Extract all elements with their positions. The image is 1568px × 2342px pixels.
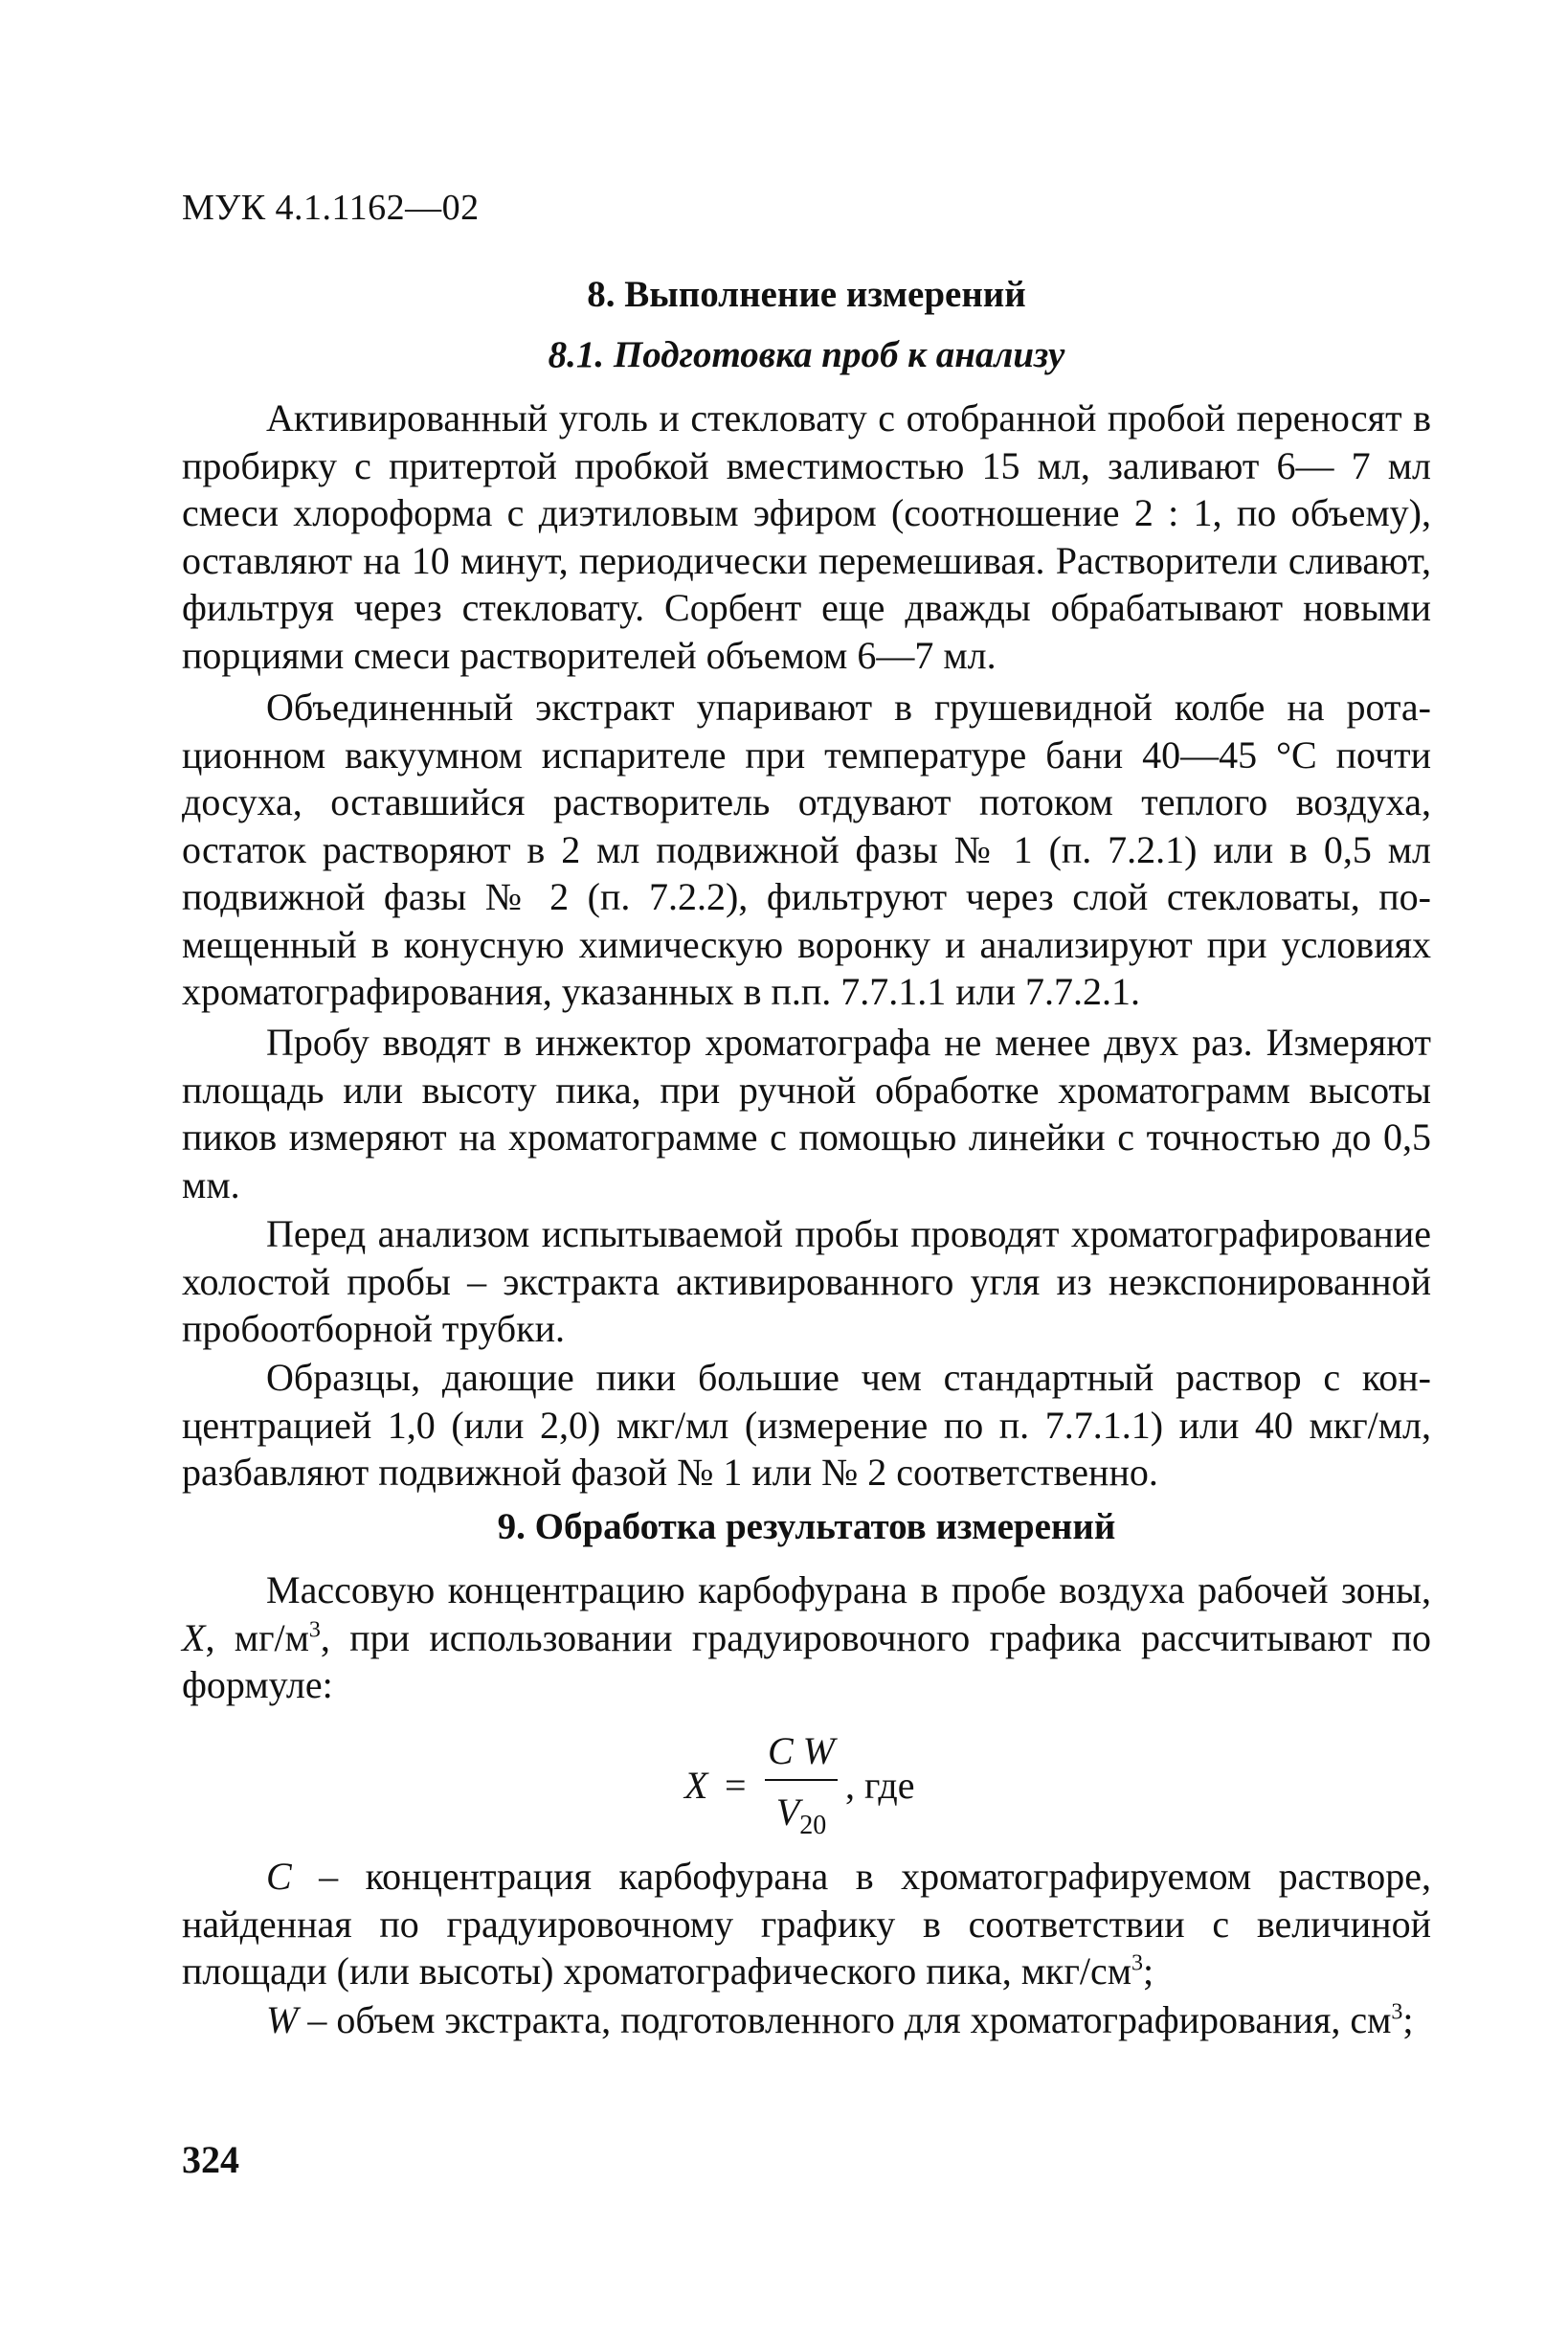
definition-c xyxy=(182,1853,1431,1995)
variable-x: X xyxy=(182,1615,206,1659)
concentration-formula xyxy=(684,1728,991,1853)
text: ; xyxy=(1402,1998,1414,2041)
section-8-title: 8. Выполнение измерений xyxy=(587,274,1026,315)
document-code: МУК 4.1.1162—02 xyxy=(182,188,480,228)
paragraph-extract-evaporation: Объединенный экстракт упаривают в грушевидной колбе на ротационном вакуумном испарителе при температуре бани 40—45 °С почти досуха, оставшийся растворитель отдувают потоком теплого воздуха, остаток растворяют в 2 мл подвижной фазы № 1 (п. 7.2.1) или в 0,5 мл подвижной фазы № 2 (п. 7.2.2), фильтруют через слой стекловаты, помещенный в конусную химическую воронку и анализируют при условиях хроматографирования, указанных в п.п. 7.7.1.1 или 7.7.2.1. xyxy=(182,686,1431,1013)
formula-numerator: C W xyxy=(768,1729,835,1772)
formula-denominator xyxy=(763,1790,840,1841)
definition-w xyxy=(182,1996,1431,2044)
paragraph-blank-sample: Перед анализом испытываемой пробы проводят хроматографирование холостой пробы – экстракта активированного угля из неэкспонированной пробоотборной трубки. xyxy=(182,1212,1431,1350)
formula-lhs: X xyxy=(684,1764,708,1807)
formula-equals: = xyxy=(725,1764,747,1807)
paragraph-dilution: Образцы, дающие пики большие чем стандартный раствор с концентрацией 1,0 (или 2,0) мкг/мл (измерение по п. 7.7.1.1) или 40 мкг/мл, разбавляют подвижной фазой № 1 или № 2 соответственно. xyxy=(182,1356,1431,1494)
paragraph-mass-concentration xyxy=(182,1566,1431,1709)
superscript: 3 xyxy=(308,1617,321,1643)
fraction-bar xyxy=(765,1779,838,1781)
superscript: 3 xyxy=(1391,1999,1403,2025)
formula-tail: , где xyxy=(845,1764,915,1807)
section-8-1-subtitle: 8.1. Подготовка проб к анализу xyxy=(548,334,1065,375)
paragraph-sample-transfer: Активированный уголь и стекловату с отобранной пробой переносят в пробирку с притертой пробкой вместимостью 15 мл, заливают 6— 7 мл смеси хлороформа с диэтиловым эфиром (соотношение 2 : 1, по объему), оставляют на 10 минут, периодически перемешивая. Растворители сливают, фильтруя через стекловату. Сорбент еще дважды обрабатывают новыми порциями смеси растворителей объемом 6—7 мл. xyxy=(182,396,1431,677)
text: Массовую концентрацию карбофурана в пробе воздуха рабочей зоны, xyxy=(266,1568,1431,1611)
page-number: 324 xyxy=(182,2138,239,2181)
denominator-var: V xyxy=(775,1790,800,1834)
text: – концентрация карбофурана в хроматографируемом растворе, найденная по градуировочному графику в соответствии с величиной площади (или высоты) хроматографического пика, мкг/см xyxy=(182,1855,1431,1993)
variable-c: C xyxy=(266,1855,292,1898)
text: , при использовании градуировочного графика рассчитывают по формуле: xyxy=(182,1615,1431,1706)
text: ; xyxy=(1143,1949,1154,1993)
text: – объем экстракта, подготовленного для хроматографирования, см xyxy=(298,1998,1392,2041)
section-9-title: 9. Обработка результатов измерений xyxy=(497,1506,1116,1547)
text: , мг/м xyxy=(205,1615,309,1659)
paragraph-injection: Пробу вводят в инжектор хроматографа не менее двух раз. Измеряют площадь или высоту пика, при ручной обработке хроматограмм высоты пиков измеряют на хроматограмме с помощью линейки с точностью до 0,5 мм. xyxy=(182,1021,1431,1206)
superscript: 3 xyxy=(1131,1950,1144,1976)
denominator-sub: 20 xyxy=(799,1811,827,1840)
variable-w: W xyxy=(266,1998,299,2041)
